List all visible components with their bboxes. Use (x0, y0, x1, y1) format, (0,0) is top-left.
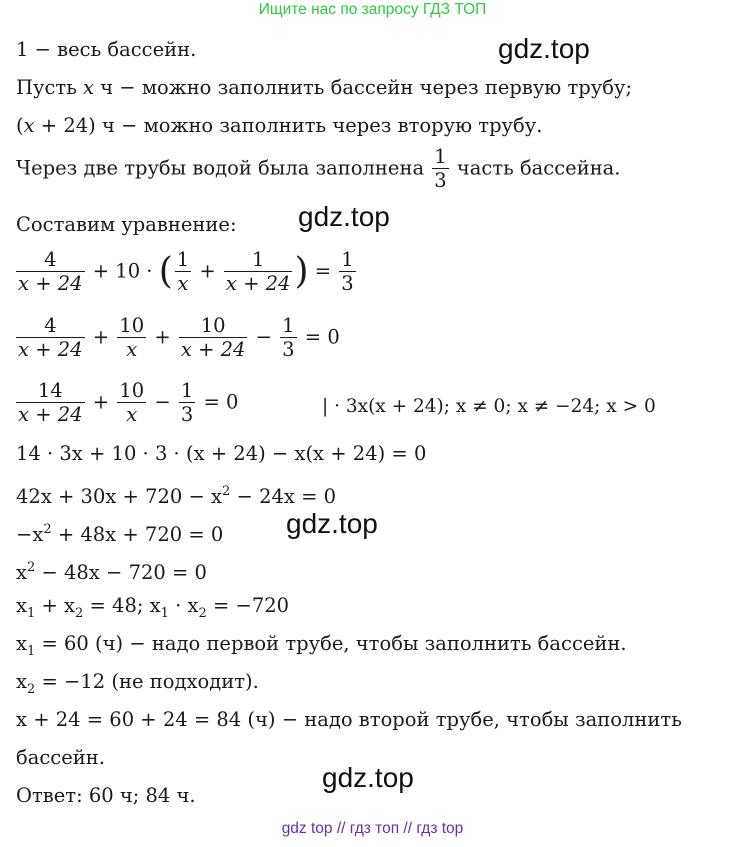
numerator: 4 (44, 314, 57, 337)
fraction (280, 315, 296, 361)
watermark-2: gdz.top (298, 201, 390, 232)
fraction (179, 380, 195, 426)
watermark-1: gdz.top (498, 33, 590, 64)
subscript: 2 (27, 682, 36, 697)
line-expanded: 14 · 3x + 10 · 3 · (x + 24) − x(x + 24) = 0 (16, 442, 427, 465)
text-segment: = −720 (206, 594, 290, 617)
line-compose-equation: Составим уравнение: (16, 213, 237, 236)
operator: + (86, 390, 116, 414)
watermark-3: gdz.top (286, 508, 378, 539)
text-segment: Пусть (16, 76, 84, 99)
text-segment: −x (16, 523, 44, 546)
line-simplify-1 (16, 479, 336, 510)
line-pool-word: бассейн. (16, 746, 105, 769)
line-quadratic (16, 555, 207, 586)
numerator: 1 (251, 248, 265, 271)
fraction (339, 249, 355, 295)
denominator: x + 24 (225, 272, 291, 295)
subscript: 2 (75, 606, 84, 621)
line-root-1 (16, 631, 627, 665)
line-simplify-2 (16, 517, 223, 548)
fraction (16, 315, 85, 361)
line-two-pipes (16, 146, 621, 192)
subscript: 2 (198, 606, 207, 621)
text-segment: − 24x = 0 (230, 485, 337, 508)
fraction (179, 315, 248, 361)
operator: + (193, 259, 222, 283)
operator: = (308, 259, 338, 283)
operator: − (148, 390, 177, 414)
text-segment: + x (35, 594, 76, 617)
text-segment: x (16, 594, 27, 617)
text-segment: · x (168, 594, 199, 617)
text-segment: = 48; x (83, 594, 161, 617)
equation-2 (14, 315, 340, 361)
text-segment: − 48x − 720 = 0 (35, 561, 207, 584)
fraction (432, 146, 448, 192)
denominator: x + 24 (18, 338, 83, 361)
denominator: x + 24 (18, 403, 83, 426)
equation-1 (14, 249, 358, 295)
subscript: 1 (27, 606, 36, 621)
numerator: 14 (37, 379, 63, 402)
text-segment: + 24) ч − можно заполнить через вторую трубу. (34, 114, 543, 137)
line-root-2 (16, 669, 259, 703)
text-segment: = −12 (не подходит). (35, 670, 259, 693)
text-segment: 42x + 30x + 720 − x (16, 485, 223, 508)
numerator: 1 (341, 248, 354, 271)
text-segment: часть бассейна. (450, 156, 621, 180)
var-x: x (83, 76, 95, 99)
numerator: 1 (434, 145, 447, 168)
var-x: x (23, 114, 35, 137)
denominator: 3 (180, 403, 194, 426)
numerator: 10 (200, 314, 226, 337)
fraction (16, 380, 85, 426)
line-second-pipe-time: x + 24 = 60 + 24 = 84 (ч) − надо второй трубе, чтобы заполнить (16, 708, 682, 731)
text-segment: x (16, 670, 27, 693)
text-segment: ч − можно заполнить бассейн через первую трубу; (94, 76, 633, 99)
numerator: 1 (282, 314, 295, 337)
exponent: 2 (27, 560, 36, 575)
equation-3 (14, 380, 238, 426)
text-segment: x (16, 561, 27, 584)
numerator: 10 (119, 314, 145, 337)
operator: + (148, 325, 177, 349)
denominator: x + 24 (180, 338, 246, 361)
line-first-pipe (16, 75, 632, 101)
line-second-pipe (16, 113, 542, 139)
line-pool-whole: 1 − весь бассейн. (16, 38, 197, 61)
paren: ) (294, 251, 309, 292)
denominator: 3 (434, 169, 447, 192)
numerator: 1 (176, 248, 190, 271)
paren: ( (158, 251, 173, 292)
operator: + (86, 325, 116, 349)
fraction (117, 315, 146, 361)
text-segment: Через две трубы водой была заполнена (16, 156, 431, 180)
line-vieta (16, 593, 289, 627)
numerator: 4 (44, 248, 57, 271)
numerator: 1 (180, 379, 194, 402)
denominator: x (117, 337, 146, 361)
exponent: 2 (222, 484, 231, 499)
text-segment: = 60 (ч) − надо первой трубе, чтобы заполнить бассейн. (35, 632, 627, 655)
text-segment: ( (16, 114, 24, 137)
equation-tail: = 0 (197, 390, 239, 414)
text-segment: + 48x + 720 = 0 (51, 523, 224, 546)
subscript: 1 (160, 606, 169, 621)
operator: + 10 · (86, 259, 159, 283)
exponent: 2 (43, 522, 52, 537)
line-answer: Ответ: 60 ч; 84 ч. (16, 784, 196, 807)
fraction (16, 249, 85, 295)
text-segment: x (16, 632, 27, 655)
denominator: x + 24 (18, 272, 83, 295)
fraction (224, 249, 293, 295)
denominator: x (175, 271, 191, 295)
fraction (117, 380, 146, 426)
equation-3-condition: | · 3x(x + 24); x ≠ 0; x ≠ −24; x > 0 (322, 396, 656, 417)
denominator: x (117, 402, 146, 426)
watermark-4: gdz.top (322, 762, 414, 793)
equation-tail: = 0 (298, 325, 340, 349)
operator: − (249, 325, 279, 349)
footer-links: gdz top // гдз топ // гдз top (281, 820, 464, 837)
denominator: 3 (282, 338, 295, 361)
subscript: 1 (27, 644, 36, 659)
denominator: 3 (341, 272, 354, 295)
top-banner: Ищите нас по запросу ГДЗ ТОП (258, 1, 487, 18)
numerator: 10 (119, 379, 145, 402)
fraction (175, 249, 191, 295)
